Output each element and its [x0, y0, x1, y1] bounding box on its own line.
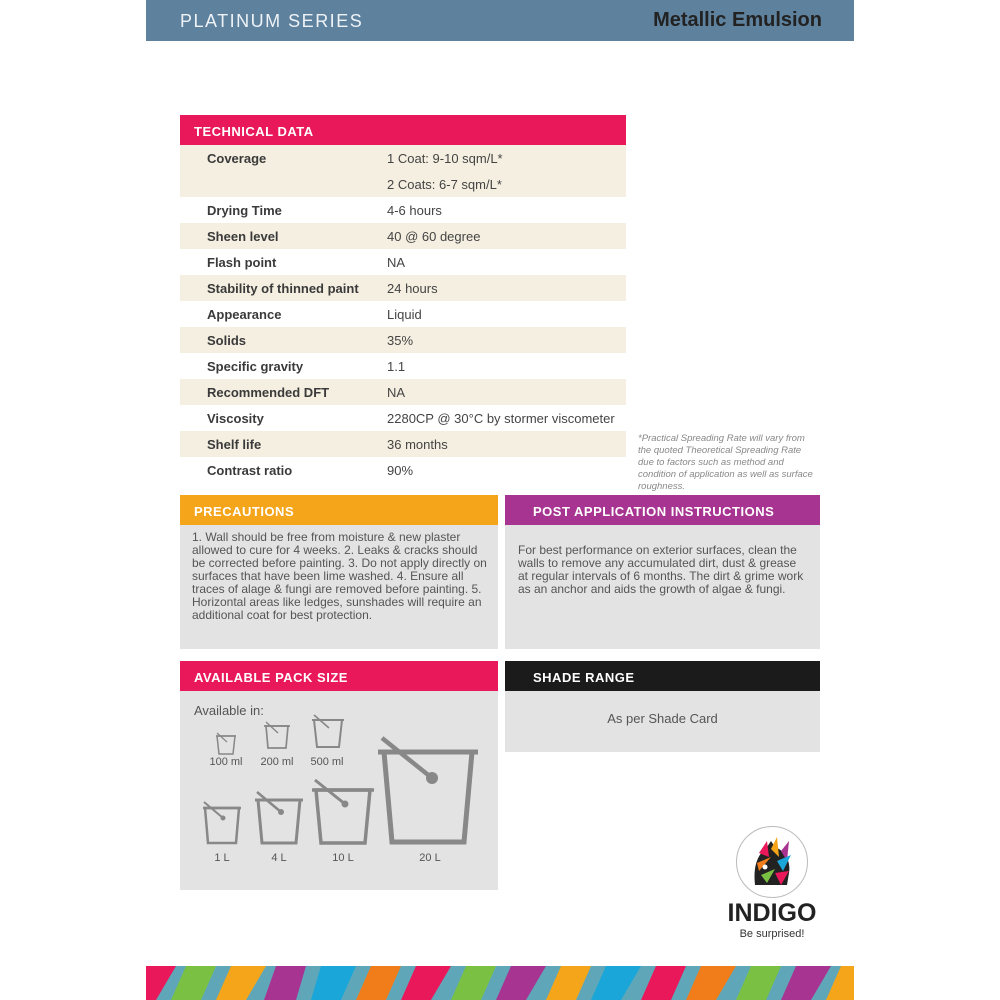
pack-size-label: 1 L [214, 852, 230, 864]
bucket-icon [311, 714, 345, 750]
row-label: Stability of thinned paint [207, 281, 359, 296]
shade-range-title: SHADE RANGE [533, 670, 635, 685]
page-header [146, 0, 854, 41]
precautions-heading [180, 495, 498, 525]
table-row [180, 353, 626, 379]
pack-size-heading [180, 661, 498, 691]
row-value: NA [387, 385, 406, 400]
table-row [180, 431, 626, 457]
row-label: Solids [207, 333, 247, 348]
technical-data-table [180, 145, 626, 483]
product-title: Metallic Emulsion [653, 9, 822, 31]
shade-range-heading [505, 661, 820, 691]
row-label: Appearance [207, 307, 282, 322]
post-application-heading [505, 495, 820, 525]
pack-size-label: 20 L [419, 852, 441, 864]
row-value: 90% [387, 463, 414, 478]
pack-size-panel [180, 691, 498, 890]
pack-size-label: 10 L [332, 852, 354, 864]
row-label: Viscosity [207, 411, 264, 426]
table-row [180, 171, 626, 197]
available-label: Available in: [194, 703, 264, 718]
table-row [180, 405, 626, 431]
row-label: Flash point [207, 255, 277, 270]
brand-tagline: Be surprised! [739, 928, 805, 940]
table-row [180, 249, 626, 275]
row-value: 1.1 [387, 359, 406, 374]
technical-data-title: TECHNICAL DATA [194, 124, 314, 139]
shade-range-panel [505, 691, 820, 752]
row-value: 2 Coats: 6-7 sqm/L* [387, 177, 502, 192]
row-label: Drying Time [207, 203, 282, 218]
footer-pattern [146, 966, 854, 1000]
precautions-text: 1. Wall should be free from moisture & new plaster allowed to cure for 4 weeks. 2. Leaks & cracks should be corrected before painting. 3. Do not apply directly on surfaces that have been lime washed. 4. Ensure all traces of alage & fungi are removed before painting. 5. Horizontal areas like ledges, sunshades will require an additional coat for best protection. [192, 530, 487, 622]
row-label: Coverage [207, 151, 267, 166]
bucket-icon [375, 734, 481, 846]
row-value: 40 @ 60 degree [387, 229, 481, 244]
pack-size-label: 500 ml [310, 756, 344, 768]
bucket-icon [201, 800, 243, 846]
row-value: 35% [387, 333, 414, 348]
row-label: Specific gravity [207, 359, 304, 374]
zebra-logo-icon [736, 826, 808, 898]
row-label: Shelf life [207, 437, 262, 452]
series-title: PLATINUM SERIES [180, 11, 364, 31]
precautions-panel [180, 525, 498, 649]
row-value: 1 Coat: 9-10 sqm/L* [387, 151, 503, 166]
pack-size-title: AVAILABLE PACK SIZE [194, 670, 348, 685]
bucket-icon [263, 721, 291, 751]
table-row [180, 327, 626, 353]
row-value: 24 hours [387, 281, 438, 296]
spreading-rate-note: *Practical Spreading Rate will vary from the quoted Theoretical Spreading Rate due to factors such as method and condition of application as well as surface roughness. [638, 433, 813, 492]
table-row [180, 301, 626, 327]
table-row [180, 223, 626, 249]
shade-range-text: As per Shade Card [607, 711, 718, 726]
post-application-title: POST APPLICATION INSTRUCTIONS [533, 504, 775, 519]
pack-size-label: 100 ml [209, 756, 243, 768]
pack-size-label: 4 L [271, 852, 287, 864]
post-application-text: For best performance on exterior surfaces, clean the walls to remove any accumulated dirt, dust & grease at regular intervals of 6 months. The dirt & grime work as an anchor and aids the growth of algae & fungi. [518, 543, 804, 596]
row-value: 4-6 hours [387, 203, 442, 218]
pack-size-label: 200 ml [260, 756, 294, 768]
bucket-icon [215, 732, 237, 756]
row-value: 2280CP @ 30°C by stormer viscometer [387, 411, 615, 426]
row-value: NA [387, 255, 406, 270]
row-label: Sheen level [207, 229, 279, 244]
row-label: Contrast ratio [207, 463, 293, 478]
table-row [180, 197, 626, 223]
post-application-panel [505, 525, 820, 649]
table-row [180, 275, 626, 301]
table-row [180, 145, 626, 171]
bucket-icon [253, 790, 305, 846]
table-row [180, 457, 626, 483]
technical-data-heading [180, 115, 626, 145]
row-value: Liquid [387, 307, 422, 322]
row-value: 36 months [387, 437, 448, 452]
row-label: Recommended DFT [207, 385, 330, 400]
precautions-title: PRECAUTIONS [194, 504, 295, 519]
brand-name: INDIGO [727, 899, 817, 927]
table-row [180, 379, 626, 405]
bucket-icon [310, 778, 376, 846]
